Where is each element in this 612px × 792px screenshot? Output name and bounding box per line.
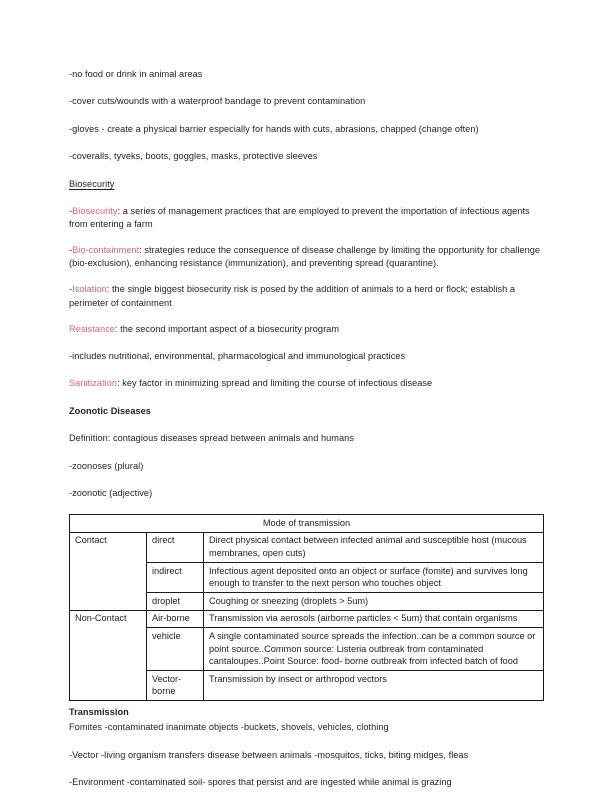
cell-description: Transmission by insect or arthropod vectors [204,671,544,701]
intro-bullet-1: -cover cuts/wounds with a waterproof bandage to prevent contamination [69,96,366,107]
table-header-row [70,515,544,533]
zoonotic-heading-wrap [69,405,544,418]
biosecurity-entry-isolation [69,283,544,309]
entry-term: Resistance [69,323,115,334]
cell-description: Transmission via aerosols (airborne particles < 5um) that contain organisms [204,610,544,628]
cell-description: Direct physical contact between infected animal and susceptible host (mucous membranes, open cuts) [204,532,544,562]
zoonotic-heading: Zoonotic Diseases [69,405,151,416]
entry-dash: - [69,205,73,216]
transmission-heading-wrap [69,706,544,719]
entry-body: : the second important aspect of a biosecurity program [114,323,340,334]
zoonotic-definition: Definition: contagious diseases spread between animals and humans [69,433,354,444]
entry-dash: - [69,245,73,256]
cell-category: Non-Contact [70,610,147,701]
cell-type: indirect [147,563,204,593]
cell-type: vehicle [147,628,204,671]
entry-term: Biosecurity [72,205,118,216]
cell-description: Infectious agent deposited onto an object or surface (fomite) and survives long enough to transfer to the next person who touches object [204,563,544,593]
sanitization-entry [69,377,544,390]
intro-bullet-3: -coveralls, tyveks, boots, goggles, masks, protective sleeves [69,151,318,162]
biosecurity-entry-resistance [69,323,544,336]
entry-body: : strategies reduce the consequence of disease challenge by limiting the opportunity for challenge (bio-exclusion), enhancing resistance (immunization), and preventing spread (quarantine). [69,245,541,269]
cell-type: Vector-borne [147,671,204,701]
mode-of-transmission-table [69,514,544,701]
entry-term: Bio-containment [72,245,140,256]
cell-type: direct [147,532,204,562]
cell-description: Coughing or sneezing (droplets > 5um) [204,593,544,611]
entry-dash: - [69,284,73,295]
biosecurity-entry-biosecurity [69,205,544,231]
transmission-line-1: -Vector -living organism transfers disease between animals -mosquitos, ticks, biting midges, fleas [69,749,469,760]
entry-term: Sanitization [69,378,118,389]
entry-term: Isolation [72,284,107,295]
entry-body: : key factor in minimizing spread and limiting the course of infectious disease [117,378,433,389]
intro-bullet-0: -no food or drink in animal areas [69,69,203,79]
zoonotic-note-1: -zoonotic (adjective) [69,487,153,498]
resistance-note: -includes nutritional, environmental, pharmacological and immunological practices [69,350,406,361]
mode-of-transmission-table-wrap [69,514,544,701]
cell-type: Air-borne [147,610,204,628]
biosecurity-heading-wrap [69,178,544,191]
biosecurity-entry-bio-containment [69,244,544,270]
intro-bullet-2: -gloves - create a physical barrier especially for hands with cuts, abrasions, chapped (change often) [69,123,479,134]
zoonotic-note-0: -zoonoses (plural) [69,460,144,471]
transmission-heading: Transmission [69,706,129,717]
table-row [70,532,544,562]
cell-category: Contact [70,532,147,610]
table-row [70,610,544,628]
transmission-line-0: Fomites -contaminated inanimate objects -buckets, shovels, vehicles, clothing [69,722,389,733]
entry-body: : the single biggest biosecurity risk is posed by the addition of animals to a herd or flock; establish a perimeter of containment [69,284,516,308]
table-header-cell: Mode of transmission [70,515,544,533]
entry-body: : a series of management practices that are employed to prevent the importation of infectious agents from entering a farm [69,205,530,230]
cell-type: droplet [147,593,204,611]
biosecurity-heading: Biosecurity [69,178,115,189]
transmission-line-2: -Environment -contaminated soil- spores that persist and are ingested while animal is grazing [69,776,452,787]
cell-description: A single contaminated source spreads the infection..can be a common source or point source..Common source: Listeria outbreak from contaminated cantaloupes..Point Source: food- borne outbreak from infected batch of food [204,628,544,671]
